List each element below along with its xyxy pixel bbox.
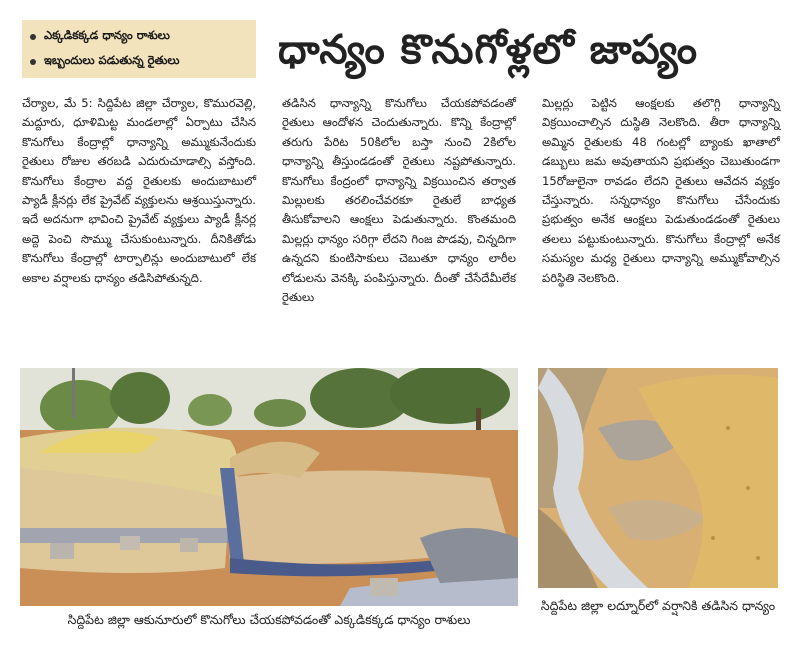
article-paragraph: మిల్లర్లు పెట్టిన ఆంక్షలకు తలొగ్గి ధాన్యాన్ని విక్రయించాల్సిన దుస్థితి నెలకొంది. తీరా ధాన్యాన్ని అమ్మిన రైతులకు 48 గంటల్లో బ్యాంకు ఖాతాలో డబ్బులు జమ అవుతాయని ప్రభుత్వం చెబుతుండగా 15రోజులైనా రావడం లేదని రైతులు ఆవేదన వ్యక్తం చేస్తున్నారు. సన్నధాన్యం కొనుగోలు చేసేందుకు ప్రభుత్వం అనేక ఆంక్షలు పెడుతుండడంతో రైతులు తలలు పట్టుకుంటున్నారు. కొనుగోలు కేంద్రాల్లో అనేక సమస్యల మధ్య రైతులు ధాన్యాన్ని అమ్ముకోవాల్సిన పరిస్థితి నెలకొంది. xyxy=(542,96,780,285)
bullet-dot-icon xyxy=(30,59,36,65)
bullet-dot-icon xyxy=(30,34,36,40)
photo-grain-heaps xyxy=(20,368,518,606)
summary-box xyxy=(22,20,256,78)
article-paragraph: తడిసిన ధాన్యాన్ని కొనుగోలు చేయకపోవడంతో రైతులు ఆందోళన చెందుతున్నారు. కొన్ని కేంద్రాల్లో తరుగు పేరిట 50కిలోల బస్తా నుంచి 2కిలోల ధాన్యాన్ని తీస్తుండడంతో రైతులు నష్టపోతున్నారు. కొనుగోలు కేంద్రంలో ధాన్యాన్ని విక్రయించిన తర్వాత మిల్లులకు తరలించేవరకూ రైతులే బాధ్యత తీసుకోవాలని ఆంక్షలు పెడుతున్నారు. కొంతమంది మిల్లర్లు ధాన్యం సరిగ్గా లేదని గింజ పొడవు, చిన్నదిగా ఉన్నదని కుంటిసాకులు చెబుతూ ధాన్యం లారీల లోడులను వెనక్కి పంపిస్తున్నారు. దీంతో చేసేదేమీలేక రైతులు xyxy=(282,96,516,305)
summary-bullet xyxy=(30,24,248,49)
summary-bullet xyxy=(30,49,248,74)
article-column-1 xyxy=(22,94,256,288)
summary-bullet-text: ఎక్కడికక్కడ ధాన్యం రాశులు xyxy=(44,28,170,42)
article-column-3 xyxy=(542,94,780,288)
photo-wet-grain xyxy=(538,368,778,588)
photo-caption-right: సిద్దిపేట జిల్లా లద్నూర్‌లో వర్షానికి తడిసిన ధాన్యం xyxy=(540,598,776,613)
article-headline: ధాన్యం కొనుగోళ్లలో జాప్యం xyxy=(278,27,698,73)
article-paragraph: చేర్యాల, మే 5: సిద్దిపేట జిల్లా చేర్యాల, కొమురవెల్లి, మద్దూరు, ధూళిమిట్ట మండలాల్లో ఏర్పాటు చేసిన కొనుగోలు కేంద్రాల్లో ధాన్యాన్ని అమ్ముకునేందుకు రైతులు రోజుల తరబడి ఎదురుచూడాల్సి వస్తోంది. కొనుగోలు కేంద్రాల వద్ద రైతులకు అందుబాటులో ప్యాడీ క్లీనర్లు లేక ప్రైవేట్ వ్యక్తులను ఆశ్రయిస్తున్నారు. ఇదే అదనుగా భావించి ప్రైవేట్ వ్యక్తులు ప్యాడీ క్లీనర్ల అద్దె పెంచి సొమ్ము చేసుకుంటున్నారు. దీనికితోడు కొనుగోలు కేంద్రాల్లో టార్పాలిన్లు అందుబాటులో లేక అకాల వర్షాలకు ధాన్యం తడిసిపోతున్నది. xyxy=(22,96,256,285)
photo-caption-left: సిద్దిపేట జిల్లా ఆకునూరులో కొనుగోలు చేయకపోవడంతో ఎక్కడికక్కడ ధాన్యం రాశులు xyxy=(67,612,471,627)
summary-bullet-text: ఇబ్బందులు పడుతున్న రైతులు xyxy=(44,53,180,67)
article-column-2 xyxy=(282,94,516,307)
